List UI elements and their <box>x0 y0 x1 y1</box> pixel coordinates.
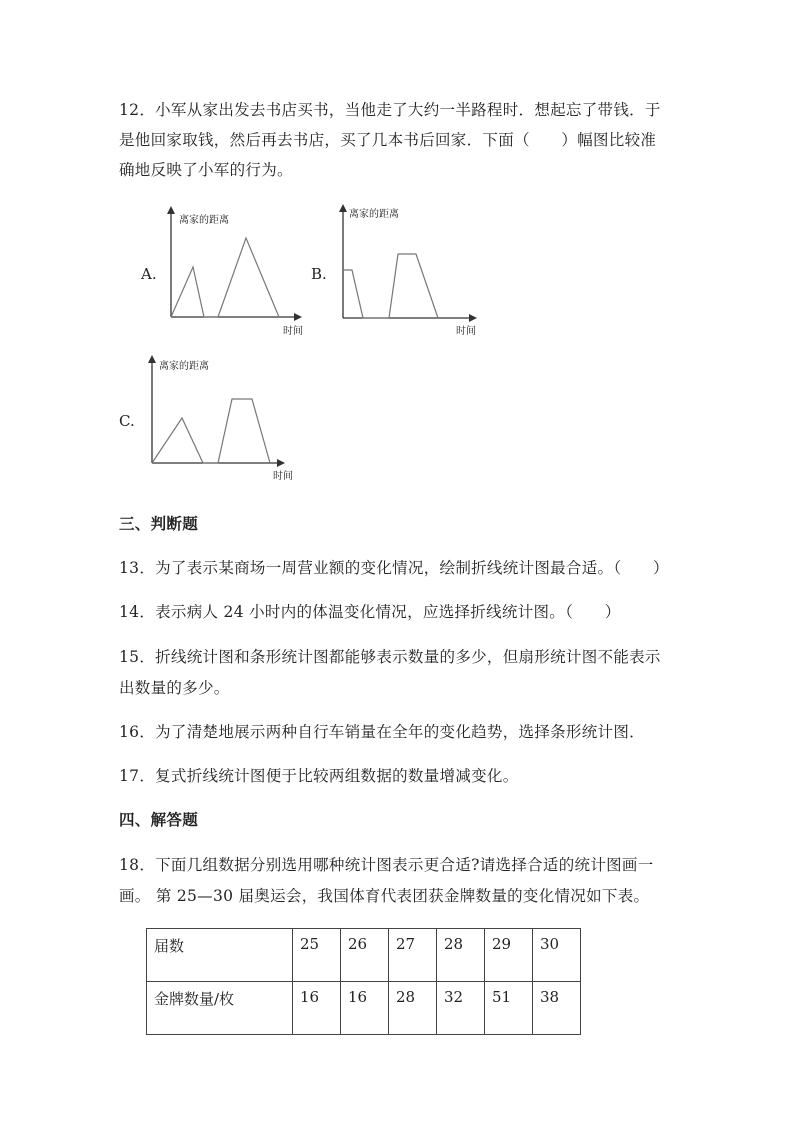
graph-c <box>140 354 300 489</box>
graph-a-ylabel: 离家的距离 <box>179 215 229 226</box>
q17: 17．复式折线统计图便于比较两组数据的数量增减变化。 <box>119 767 519 785</box>
q13: 13．为了表示某商场一周营业额的变化情况，绘制折线统计图最合适。（ ） <box>119 559 669 577</box>
section-3-heading: 三、判断题 <box>119 514 199 533</box>
section-4-heading: 四、解答题 <box>119 810 199 829</box>
graph-b <box>332 203 492 343</box>
option-b-label: B. <box>311 265 327 283</box>
table-cell: 51 <box>485 982 533 1035</box>
graph-c-svg <box>140 354 300 489</box>
table-row-medals <box>147 982 581 1035</box>
graph-a <box>160 205 320 340</box>
graph-b-ylabel: 离家的距离 <box>349 209 399 220</box>
table-cell: 29 <box>485 929 533 982</box>
table-header-sessions: 届数 <box>147 929 293 982</box>
graph-c-x-arrow <box>277 459 285 467</box>
graph-b-x-arrow <box>469 314 477 322</box>
graph-b-line <box>343 254 438 318</box>
table-cell: 16 <box>341 982 389 1035</box>
table-cell: 30 <box>533 929 581 982</box>
option-a-label: A. <box>141 265 157 283</box>
table-header-medals: 金牌数量/枚 <box>147 982 293 1035</box>
graph-c-xlabel: 时间 <box>273 471 293 482</box>
option-c-label: C. <box>119 412 135 430</box>
table-cell: 32 <box>437 982 485 1035</box>
q12-line-3: 确地反映了小军的行为。 <box>119 161 293 179</box>
graph-a-xlabel: 时间 <box>283 326 303 337</box>
table-cell: 28 <box>389 982 437 1035</box>
q14: 14．表示病人 24 小时内的体温变化情况，应选择折线统计图。（ ） <box>119 603 621 621</box>
q15-line-1: 15．折线统计图和条形统计图都能够表示数量的多少，但扇形统计图不能表示 <box>119 648 661 666</box>
q12-line-1: 12．小军从家出发去书店买书，当他走了大约一半路程时．想起忘了带钱．于 <box>119 101 661 119</box>
graph-b-svg <box>332 203 492 343</box>
graph-c-line <box>152 399 270 463</box>
olympic-gold-table <box>146 928 581 1035</box>
q12-line-2: 是他回家取钱，然后再去书店，买了几本书后回家．下面（ ）幅图比较准 <box>119 131 657 149</box>
q15-line-2: 出数量的多少。 <box>119 679 230 697</box>
table-cell: 27 <box>389 929 437 982</box>
table-cell: 38 <box>533 982 581 1035</box>
table-cell: 25 <box>293 929 341 982</box>
graph-a-svg <box>160 205 320 340</box>
q18-line-1: 18．下面几组数据分别选用哪种统计图表示更合适?请选择合适的统计图画一 <box>119 856 654 874</box>
table-cell: 28 <box>437 929 485 982</box>
graph-a-x-arrow <box>294 313 302 321</box>
graph-a-line <box>171 238 279 317</box>
table-cell: 16 <box>293 982 341 1035</box>
graph-c-y-arrow <box>148 355 156 363</box>
graph-c-ylabel: 离家的距离 <box>159 361 209 372</box>
q18-line-2: 画。 第 25—30 届奥运会，我国体育代表团获金牌数量的变化情况如下表。 <box>119 887 650 905</box>
table-cell: 26 <box>341 929 389 982</box>
q16: 16．为了清楚地展示两种自行车销量在全年的变化趋势，选择条形统计图． <box>119 723 645 741</box>
graph-b-y-arrow <box>339 204 347 212</box>
table-row-sessions <box>147 929 581 982</box>
graph-b-xlabel: 时间 <box>456 326 476 337</box>
graph-a-y-arrow <box>167 206 175 214</box>
